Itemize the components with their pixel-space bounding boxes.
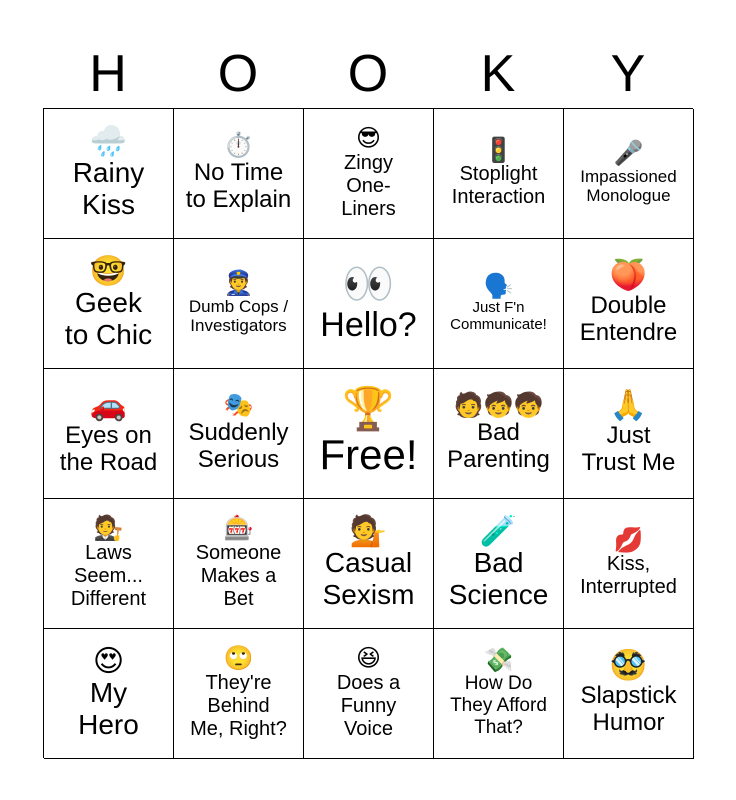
cell-label: Bad Parenting bbox=[447, 418, 550, 474]
judge-icon: 🧑‍⚖️ bbox=[93, 514, 124, 543]
bingo-cell-zingy[interactable] bbox=[304, 109, 434, 239]
bingo-cell-hello[interactable] bbox=[304, 239, 434, 369]
bingo-cell-dumb-cops[interactable] bbox=[174, 239, 304, 369]
cell-label: Double Entendre bbox=[579, 291, 678, 347]
bingo-cell-eyes-road[interactable] bbox=[44, 369, 174, 499]
bingo-cell-geek[interactable] bbox=[44, 239, 174, 369]
bingo-cell-trust-me[interactable] bbox=[564, 369, 694, 499]
cell-label: Rainy Kiss bbox=[72, 157, 145, 221]
header-letter-k: K bbox=[480, 45, 516, 103]
header-letter-o-2: O bbox=[347, 45, 389, 103]
cell-label: Hello? bbox=[320, 306, 417, 344]
bingo-cell-double-entendre[interactable] bbox=[564, 239, 694, 369]
person-tipping-hand-icon: 💁 bbox=[349, 513, 388, 549]
bingo-cell-bet[interactable] bbox=[174, 499, 304, 629]
microphone-icon: 🎤 bbox=[613, 139, 644, 168]
cell-label: Stoplight Interaction bbox=[451, 163, 546, 209]
bingo-cell-bad-parenting[interactable] bbox=[434, 369, 564, 499]
bingo-cell-communicate[interactable] bbox=[434, 239, 564, 369]
money-with-wings-icon: 💸 bbox=[483, 646, 514, 675]
cell-label: My Hero bbox=[78, 677, 139, 741]
eye-roll-icon: 🙄 bbox=[223, 644, 254, 673]
bingo-cell-slapstick[interactable] bbox=[564, 629, 694, 759]
disguised-face-icon: 🥸 bbox=[609, 648, 648, 684]
cell-label: Geek to Chic bbox=[64, 287, 153, 351]
bingo-cell-monologue[interactable] bbox=[564, 109, 694, 239]
cell-label: Just Trust Me bbox=[581, 421, 676, 477]
bingo-cell-suddenly-serious[interactable] bbox=[174, 369, 304, 499]
bingo-cell-stoplight[interactable] bbox=[434, 109, 564, 239]
cell-label: Laws Seem... Different bbox=[70, 541, 147, 610]
slot-machine-icon: 🎰 bbox=[223, 514, 254, 543]
cell-label: Casual Sexism bbox=[322, 547, 415, 611]
nerd-face-icon: 🤓 bbox=[89, 253, 128, 289]
cell-label: They're Behind Me, Right? bbox=[190, 671, 287, 740]
test-tube-icon: 🧪 bbox=[479, 513, 518, 549]
cell-label: Does a Funny Voice bbox=[336, 671, 401, 740]
kiss-mark-icon: 💋 bbox=[613, 525, 644, 554]
bingo-board bbox=[43, 108, 693, 758]
rain-cloud-icon: 🌧️ bbox=[89, 123, 128, 159]
trophy-icon: 🏆 bbox=[342, 384, 395, 434]
speaking-head-icon: 🗣️ bbox=[483, 271, 514, 300]
bingo-cell-afford[interactable] bbox=[434, 629, 564, 759]
cell-label: Bad Science bbox=[448, 547, 549, 611]
stopwatch-icon: ⏱️ bbox=[223, 131, 254, 160]
cell-label: Eyes on the Road bbox=[59, 421, 158, 477]
bingo-cell-no-time[interactable] bbox=[174, 109, 304, 239]
cell-label: Impassioned Monologue bbox=[580, 166, 677, 206]
bingo-cell-kiss-interrupted[interactable] bbox=[564, 499, 694, 629]
bingo-cell-my-hero[interactable] bbox=[44, 629, 174, 759]
cell-label: Zingy One- Liners bbox=[341, 151, 396, 220]
peach-icon: 🍑 bbox=[609, 258, 648, 294]
theater-masks-icon: 🎭 bbox=[223, 391, 254, 420]
cell-label: How Do They Afford That? bbox=[450, 673, 547, 739]
family-icon: 🧑🧒🧒 bbox=[453, 391, 544, 420]
eyes-icon: 👀 bbox=[342, 258, 395, 308]
bingo-cell-laws[interactable] bbox=[44, 499, 174, 629]
cell-label: No Time to Explain bbox=[185, 158, 292, 214]
car-icon: 🚗 bbox=[89, 388, 128, 424]
header-letter-y: Y bbox=[610, 45, 646, 103]
free-space-label: Free! bbox=[319, 431, 418, 479]
cell-label: Dumb Cops / Investigators bbox=[188, 296, 289, 336]
header-letter-h: H bbox=[89, 45, 127, 103]
bingo-header bbox=[43, 40, 693, 108]
bingo-cell-funny-voice[interactable] bbox=[304, 629, 434, 759]
cell-label: Just F'n Communicate! bbox=[450, 298, 547, 334]
police-officer-icon: 👮 bbox=[223, 269, 254, 298]
bingo-cell-bad-science[interactable] bbox=[434, 499, 564, 629]
laughing-face-icon: 😆 bbox=[355, 644, 382, 673]
praying-hands-icon: 🙏 bbox=[609, 388, 648, 424]
traffic-light-icon: 🚦 bbox=[483, 135, 514, 164]
cell-label: Kiss, Interrupted bbox=[580, 553, 677, 599]
bingo-cell-casual-sexism[interactable] bbox=[304, 499, 434, 629]
cell-label: Suddenly Serious bbox=[188, 418, 289, 474]
cell-label: Someone Makes a Bet bbox=[195, 541, 282, 610]
bingo-cell-rainy-kiss[interactable] bbox=[44, 109, 174, 239]
sunglasses-face-icon: 😎 bbox=[355, 124, 382, 153]
bingo-cell-free[interactable] bbox=[304, 369, 434, 499]
bingo-cell-behind-me[interactable] bbox=[174, 629, 304, 759]
heart-eyes-icon: 😍 bbox=[92, 643, 125, 679]
header-letter-o: O bbox=[217, 45, 259, 103]
cell-label: Slapstick Humor bbox=[580, 681, 677, 737]
